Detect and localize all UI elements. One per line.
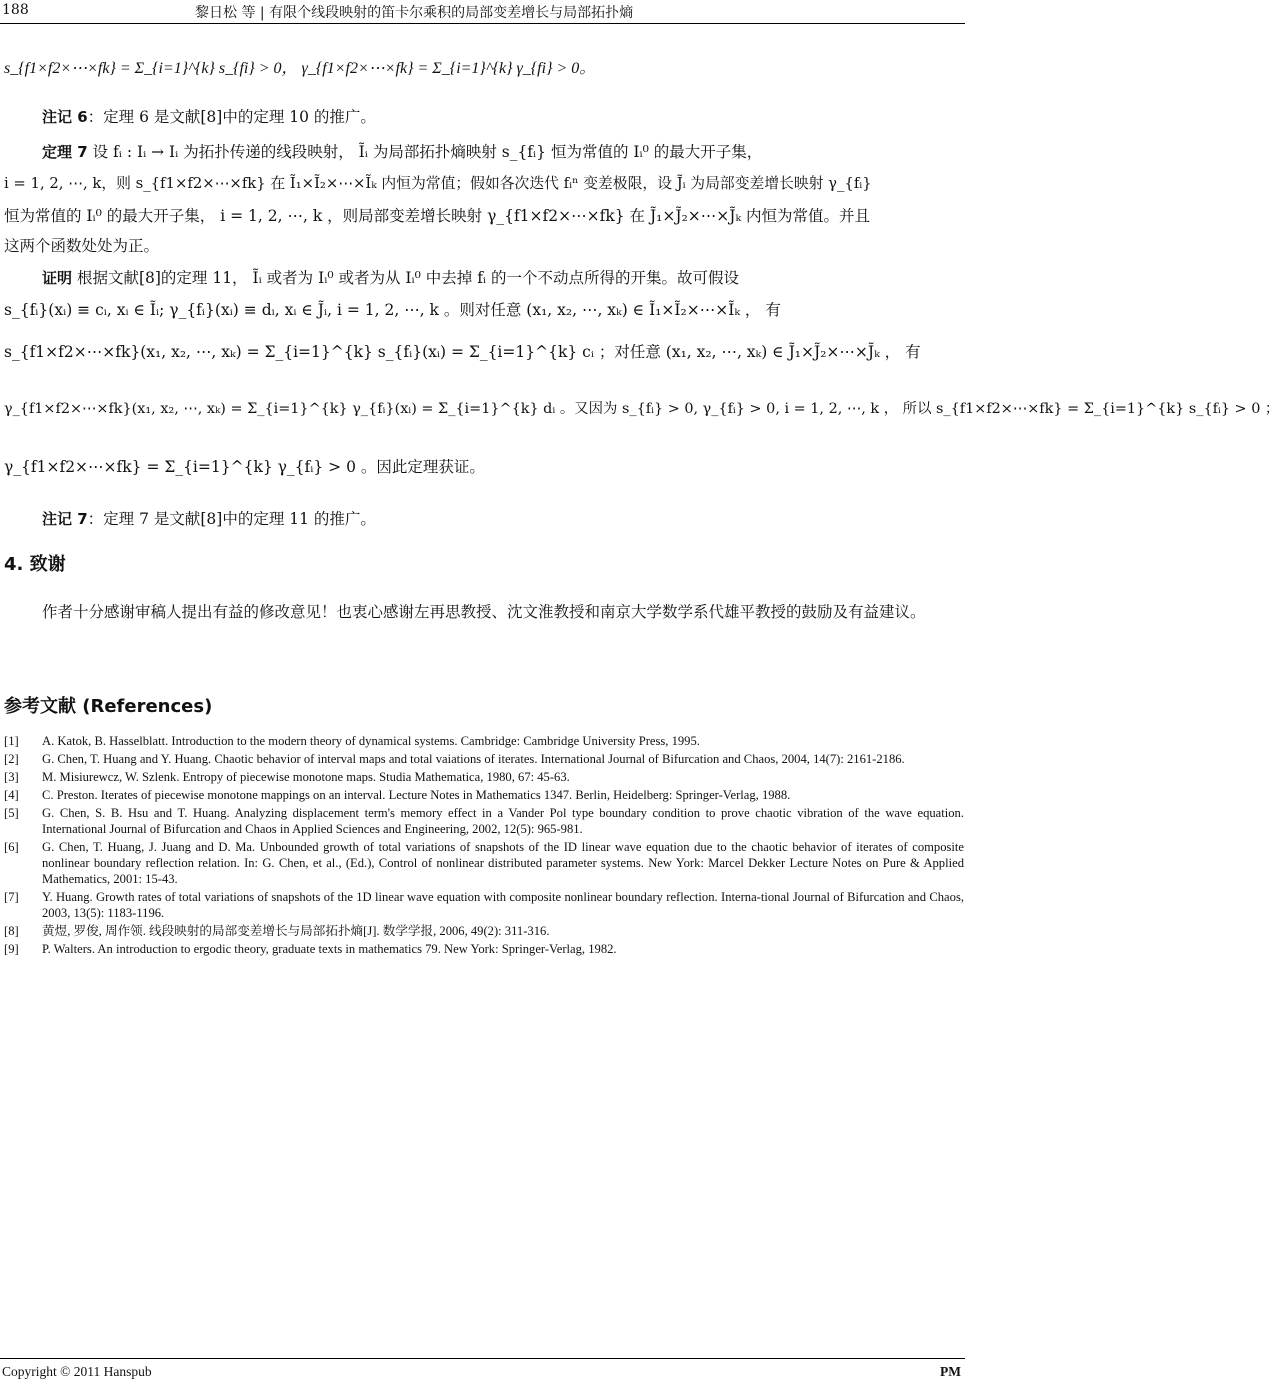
theorem-7-line-2: i = 1, 2, ⋯, k，则 s_{f1×f2×⋯×fk} 在 Ĩ₁×Ĩ₂×⋯×Ĩₖ 内恒为常值；假如各次迭代 fᵢⁿ 变差极限，设 J̃ᵢ 为局部变差增长映射 γ_{fᵢ} — [4, 175, 872, 192]
reference-number: [3] — [4, 770, 19, 784]
proof-label: 证明 — [42, 269, 73, 287]
theorem-7-label: 定理 7 — [42, 143, 88, 161]
reference-item — [4, 769, 964, 785]
reference-text: A. Katok, B. Hasselblatt. Introduction to the modern theory of dynamical systems. Cambridge: Cambridge University Press, 1995. — [42, 734, 700, 748]
copyright-notice: Copyright © 2011 Hanspub — [2, 1364, 152, 1379]
reference-text: G. Chen, T. Huang, J. Juang and D. Ma. Unbounded growth of total variations of snapshots of the ID linear wave equation due to the chaotic behavior of iterates of composite nonlinear boundary reflection relation. In: G. Chen, et al., (Ed.), Control of nonlinear distributed parameter systems. New York: Marcel Dekker Lecture Notes on Pure & Applied Mathematics, 2001: 15-43. — [42, 840, 964, 886]
publisher-mark: PM — [940, 1364, 961, 1379]
reference-item — [4, 839, 964, 887]
reference-text: 黄煜, 罗俊, 周作领. 线段映射的局部变差增长与局部拓扑熵[J]. 数学学报, 2006, 49(2): 311-316. — [42, 924, 550, 938]
theorem-7-line-3: 恒为常值的 Iᵢ⁰ 的最大开子集， i = 1, 2, ⋯, k ，则局部变差增长映射 γ_{f1×f2×⋯×fk} 在 J̃₁×J̃₂×⋯×J̃ₖ 内恒为常值。并且 — [4, 207, 871, 225]
theorem-7-line-4: 这两个函数处处为正。 — [4, 237, 160, 255]
running-title: 黎日松 等 | 有限个线段映射的笛卡尔乘积的局部变差增长与局部拓扑熵 — [195, 5, 634, 21]
reference-number: [7] — [4, 890, 19, 904]
theorem-7-line-1 — [42, 141, 963, 163]
proof-line-5: γ_{f1×f2×⋯×fk} = Σ_{i=1}^{k} γ_{fᵢ} > 0 。因此定理获证。 — [4, 458, 485, 476]
reference-number: [9] — [4, 942, 19, 956]
remark-7 — [42, 508, 963, 530]
reference-text: G. Chen, S. B. Hsu and T. Huang. Analyzing displacement term's memory effect in a Vander Pol type boundary condition to prove chaotic vibration of the wave equation. International Journal of Bifurcation and Chaos in Applied Sciences and Engineering, 2002, 12(5): 965-981. — [42, 806, 964, 836]
reference-text: G. Chen, T. Huang and Y. Huang. Chaotic behavior of interval maps and total vaiations of iterates. International Journal of Bifurcation and Chaos, 2004, 14(7): 2161-2186. — [42, 752, 905, 766]
reference-item — [4, 889, 964, 921]
reference-text: M. Misiurewcz, W. Szlenk. Entropy of piecewise monotone maps. Studia Mathematica, 1980, 67: 45-63. — [42, 770, 570, 784]
reference-item — [4, 923, 964, 939]
reference-number: [5] — [4, 806, 19, 820]
reference-text: C. Preston. Iterates of piecewise monotone mappings on an interval. Lecture Notes in Mathematics 1347. Berlin, Heidelberg: Springer-Verlag, 1988. — [42, 788, 791, 802]
remark-6 — [42, 106, 963, 128]
reference-item — [4, 733, 964, 749]
proof-line-1 — [42, 267, 963, 289]
remark-6-text: ：定理 6 是文献[8]中的定理 10 的推广。 — [87, 108, 376, 126]
reference-item — [4, 751, 964, 767]
page-number: 188 — [2, 2, 29, 18]
reference-number: [1] — [4, 734, 19, 748]
proof-line-3: s_{f1×f2×⋯×fk}(x₁, x₂, ⋯, xₖ) = Σ_{i=1}^{k} s_{fᵢ}(xᵢ) = Σ_{i=1}^{k} cᵢ ；对任意 (x₁, x₂, ⋯, xₖ) ∈ J̃₁×J̃₂×⋯×J̃ₖ ， 有 — [4, 343, 921, 361]
theorem-7-text-1: 设 fᵢ : Iᵢ → Iᵢ 为拓扑传递的线段映射， Ĩᵢ 为局部拓扑熵映射 s_{fᵢ} 恒为常值的 Iᵢ⁰ 的最大开子集， — [92, 143, 763, 161]
running-header — [0, 0, 965, 22]
equation-line-0: s_{f1×f2×⋯×fk} = Σ_{i=1}^{k} s_{fi} > 0， γ_{f1×f2×⋯×fk} = Σ_{i=1}^{k} γ_{fi} > 0。 — [4, 60, 596, 77]
reference-item — [4, 787, 964, 803]
proof-text-1: 根据文献[8]的定理 11， Ĩᵢ 或者为 Iᵢ⁰ 或者为从 Iᵢ⁰ 中去掉 fᵢ 的一个不动点所得的开集。故可假设 — [76, 269, 739, 287]
remark-7-label: 注记 7 — [42, 510, 88, 528]
reference-number: [2] — [4, 752, 19, 766]
reference-item — [4, 941, 964, 957]
reference-item — [4, 805, 964, 837]
reference-number: [8] — [4, 924, 19, 938]
references-heading: 参考文献 (References) — [4, 696, 213, 717]
footer-rule — [0, 1358, 965, 1359]
proof-line-2: s_{fᵢ}(xᵢ) ≡ cᵢ, xᵢ ∈ Ĩᵢ; γ_{fᵢ}(xᵢ) ≡ dᵢ, xᵢ ∈ J̃ᵢ, i = 1, 2, ⋯, k 。则对任意 (x₁, x₂, ⋯, xₖ) ∈ Ĩ₁×Ĩ₂×⋯×Ĩₖ ， 有 — [4, 301, 781, 319]
reference-number: [6] — [4, 840, 19, 854]
reference-text: Y. Huang. Growth rates of total variations of snapshots of the 1D linear wave equation with composite nonlinear boundary reflection. Interna-tional Journal of Bifurcation and Chaos, 2003, 13(5): 1183-1196. — [42, 890, 964, 920]
remark-7-text: ：定理 7 是文献[8]中的定理 11 的推广。 — [87, 510, 376, 528]
remark-6-label: 注记 6 — [42, 108, 88, 126]
reference-text: P. Walters. An introduction to ergodic theory, graduate texts in mathematics 79. New York: Springer-Verlag, 1982. — [42, 942, 617, 956]
section-4-heading: 4. 致谢 — [4, 554, 66, 575]
proof-line-4: γ_{f1×f2×⋯×fk}(x₁, x₂, ⋯, xₖ) = Σ_{i=1}^{k} γ_{fᵢ}(xᵢ) = Σ_{i=1}^{k} dᵢ 。又因为 s_{fᵢ} > 0, γ_{fᵢ} > 0, i = 1, 2, ⋯, k ， 所以 s_{f1×f2×⋯×fk} = Σ_{i=1}^{k} s_{fᵢ} > 0 ； — [4, 401, 1279, 417]
reference-number: [4] — [4, 788, 19, 802]
header-rule — [0, 23, 965, 24]
acknowledgement-paragraph: 作者十分感谢审稿人提出有益的修改意见！也衷心感谢左再思教授、沈文淮教授和南京大学数学系代雄平教授的鼓励及有益建议。 — [42, 603, 926, 621]
reference-list — [4, 733, 964, 959]
